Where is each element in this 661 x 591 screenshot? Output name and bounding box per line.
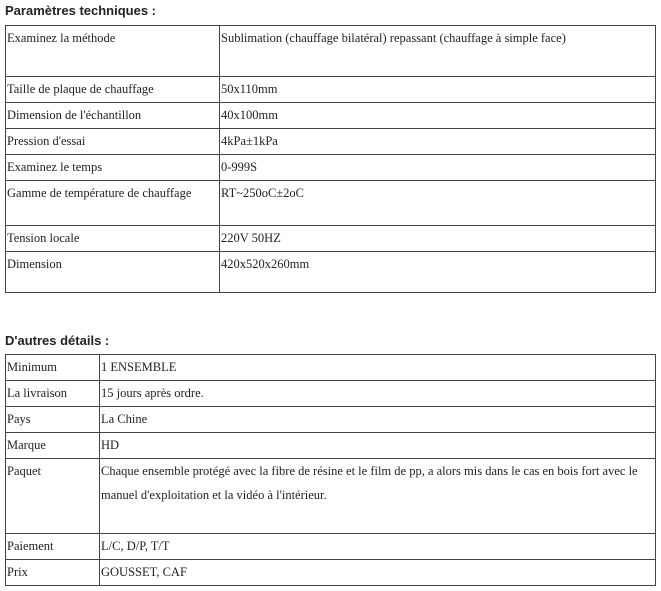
row-value: L/C, D/P, T/T <box>100 534 656 560</box>
section-heading-technical-parameters: Paramètres techniques : <box>5 3 157 18</box>
row-label: Paquet <box>6 459 100 534</box>
row-value: 4kPa±1kPa <box>220 129 656 155</box>
table-row <box>6 433 656 459</box>
row-value: RT~250oC±2oC <box>220 181 656 226</box>
row-label: Dimension <box>6 252 220 293</box>
section-heading-other-details: D'autres détails : <box>5 333 110 348</box>
row-label: Taille de plaque de chauffage <box>6 77 220 103</box>
row-label: Examinez la méthode <box>6 26 220 77</box>
row-label: Dimension de l'échantillon <box>6 103 220 129</box>
row-label: Paiement <box>6 534 100 560</box>
row-value: GOUSSET, CAF <box>100 560 656 586</box>
technical-parameters-table <box>5 25 656 293</box>
table-row <box>6 129 656 155</box>
row-value: 420x520x260mm <box>220 252 656 293</box>
table-row <box>6 77 656 103</box>
table-row <box>6 381 656 407</box>
table-row <box>6 407 656 433</box>
row-value: HD <box>100 433 656 459</box>
row-label: Pays <box>6 407 100 433</box>
row-value: 220V 50HZ <box>220 226 656 252</box>
table-row <box>6 534 656 560</box>
table-row <box>6 459 656 534</box>
table-row <box>6 355 656 381</box>
row-label: Marque <box>6 433 100 459</box>
table-row <box>6 103 656 129</box>
table-row <box>6 226 656 252</box>
row-value: 15 jours après ordre. <box>100 381 656 407</box>
table-row <box>6 252 656 293</box>
row-label: Examinez le temps <box>6 155 220 181</box>
row-label: Prix <box>6 560 100 586</box>
table-row <box>6 181 656 226</box>
row-value: Chaque ensemble protégé avec la fibre de résine et le film de pp, a alors mis dans le cas en bois fort avec le manuel d'exploitation et la vidéo à l'intérieur. <box>100 459 656 534</box>
row-label: Minimum <box>6 355 100 381</box>
row-label: La livraison <box>6 381 100 407</box>
other-details-table <box>5 354 656 586</box>
table-row <box>6 26 656 77</box>
row-value: 40x100mm <box>220 103 656 129</box>
row-value: 0-999S <box>220 155 656 181</box>
table-row <box>6 155 656 181</box>
row-label: Tension locale <box>6 226 220 252</box>
row-label: Pression d'essai <box>6 129 220 155</box>
row-value: La Chine <box>100 407 656 433</box>
row-value: 1 ENSEMBLE <box>100 355 656 381</box>
table-row <box>6 560 656 586</box>
row-label: Gamme de température de chauffage <box>6 181 220 226</box>
row-value: 50x110mm <box>220 77 656 103</box>
row-value: Sublimation (chauffage bilatéral) repassant (chauffage à simple face) <box>220 26 656 77</box>
